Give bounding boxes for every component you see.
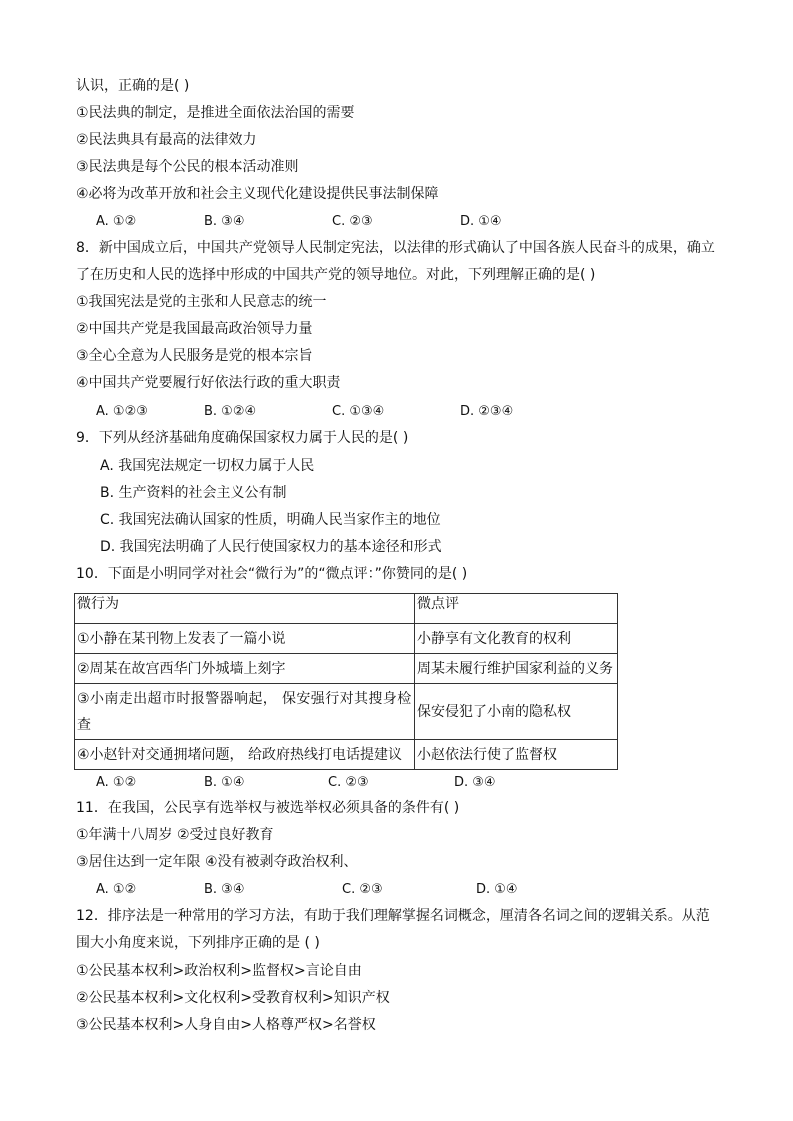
q10-table bbox=[74, 593, 618, 770]
q11-items-line-1: ①年满十八周岁 ②受过良好教育 bbox=[76, 827, 274, 843]
table-row bbox=[75, 684, 618, 740]
table-cell: 保安侵犯了小南的隐私权 bbox=[415, 684, 618, 740]
q11-option-b: B. ③④ bbox=[204, 882, 245, 897]
q11-stem: 11．在我国，公民享有选举权与被选举权必须具备的条件有( ) bbox=[76, 800, 460, 816]
q7-option-d: D. ①④ bbox=[460, 214, 502, 229]
q12-item-2: ②公民基本权利>文化权利>受教育权利>知识产权 bbox=[76, 990, 390, 1006]
table-header-cell: 微点评 bbox=[415, 594, 618, 624]
table-header-cell: 微行为 bbox=[75, 594, 415, 624]
q8-option-b: B. ①②④ bbox=[204, 404, 257, 419]
table-row bbox=[75, 624, 618, 654]
q8-option-a: A. ①②③ bbox=[96, 404, 148, 419]
q12-item-1: ①公民基本权利>政治权利>监督权>言论自由 bbox=[76, 963, 362, 979]
q7-item-1: ①民法典的制定，是推进全面依法治国的需要 bbox=[76, 105, 355, 121]
q10-option-a: A. ①② bbox=[96, 775, 137, 790]
table-cell: ①小静在某刊物上发表了一篇小说 bbox=[75, 624, 415, 654]
q9-stem: 9．下列从经济基础角度确保国家权力属于人民的是( ) bbox=[76, 430, 409, 446]
q9-option-c: C. 我国宪法确认国家的性质，明确人民当家作主的地位 bbox=[100, 512, 441, 528]
q7-option-b: B. ③④ bbox=[204, 214, 245, 229]
q12-stem-line-1: 12．排序法是一种常用的学习方法，有助于我们理解掌握名词概念，厘清各名词之间的逻辑关系。从范 bbox=[76, 908, 710, 924]
q7-item-4: ④必将为改革开放和社会主义现代化建设提供民事法制保障 bbox=[76, 186, 439, 202]
q8-item-2: ②中国共产党是我国最高政治领导力量 bbox=[76, 321, 313, 337]
table-cell: 小静享有文化教育的权利 bbox=[415, 624, 618, 654]
q10-option-c: C. ②③ bbox=[328, 775, 369, 790]
q7-option-c: C. ②③ bbox=[332, 214, 373, 229]
q11-option-a: A. ①② bbox=[96, 882, 137, 897]
table-cell: 小赵依法行使了监督权 bbox=[415, 740, 618, 770]
q7-option-a: A. ①② bbox=[96, 214, 137, 229]
q9-option-a: A. 我国宪法规定一切权力属于人民 bbox=[100, 458, 315, 474]
table-cell: ④小赵针对交通拥堵问题， 给政府热线打电话提建议 bbox=[75, 740, 415, 770]
q12-item-3: ③公民基本权利>人身自由>人格尊严权>名誉权 bbox=[76, 1017, 376, 1033]
table-cell: 周某未履行维护国家利益的义务 bbox=[415, 654, 618, 684]
q11-option-d: D. ①④ bbox=[476, 882, 518, 897]
q8-option-d: D. ②③④ bbox=[460, 404, 514, 419]
q7-stem-tail: 认识，正确的是( ) bbox=[76, 78, 190, 94]
table-header-row bbox=[75, 594, 618, 624]
q7-item-2: ②民法典具有最高的法律效力 bbox=[76, 132, 257, 148]
q10-option-b: B. ①④ bbox=[204, 775, 245, 790]
table-cell: ②周某在故宫西华门外城墙上刻字 bbox=[75, 654, 415, 684]
table-cell: ③小南走出超市时报警器响起， 保安强行对其搜身检查 bbox=[75, 684, 415, 740]
q12-stem-line-2: 围大小角度来说，下列排序正确的是 ( ) bbox=[76, 935, 320, 951]
q10-option-d: D. ③④ bbox=[454, 775, 496, 790]
q8-item-4: ④中国共产党要履行好依法行政的重大职责 bbox=[76, 375, 341, 391]
q11-items-line-2: ③居住达到一定年限 ④没有被剥夺政治权利、 bbox=[76, 854, 358, 870]
table-row bbox=[75, 740, 618, 770]
table-row bbox=[75, 654, 618, 684]
q10-stem: 10．下面是小明同学对社会“微行为”的“微点评：”你赞同的是( ) bbox=[76, 566, 468, 582]
q8-item-1: ①我国宪法是党的主张和人民意志的统一 bbox=[76, 294, 327, 310]
q8-option-c: C. ①③④ bbox=[332, 404, 385, 419]
q9-option-d: D. 我国宪法明确了人民行使国家权力的基本途径和形式 bbox=[100, 539, 442, 555]
q9-option-b: B. 生产资料的社会主义公有制 bbox=[100, 485, 287, 501]
q8-stem-line-1: 8．新中国成立后，中国共产党领导人民制定宪法，以法律的形式确认了中国各族人民奋斗的成果，确立 bbox=[76, 240, 715, 256]
q8-item-3: ③全心全意为人民服务是党的根本宗旨 bbox=[76, 348, 313, 364]
q7-item-3: ③民法典是每个公民的根本活动准则 bbox=[76, 159, 299, 175]
q8-stem-line-2: 了在历史和人民的选择中形成的中国共产党的领导地位。对此，下列理解正确的是( ) bbox=[76, 267, 596, 283]
q11-option-c: C. ②③ bbox=[342, 882, 383, 897]
